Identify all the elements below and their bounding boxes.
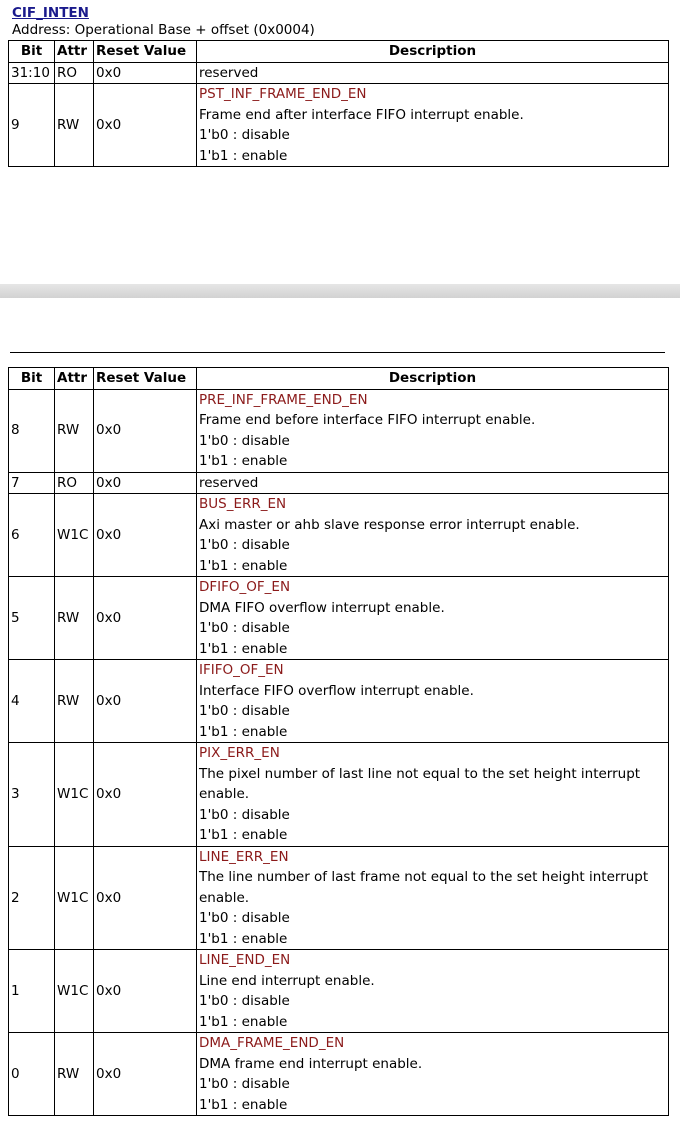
- bit-cell: 1: [9, 950, 55, 1033]
- description-line: 1'b1 : enable: [199, 930, 288, 947]
- attr-cell: W1C: [55, 743, 94, 847]
- table-row: [9, 472, 669, 494]
- description-cell: [197, 660, 669, 743]
- table-row: [9, 846, 669, 950]
- description-line: Line end interrupt enable.: [199, 972, 375, 989]
- description-line: Axi master or ahb slave response error interrupt enable.: [199, 516, 580, 533]
- table-row: [9, 62, 669, 84]
- bit-cell: 6: [9, 494, 55, 577]
- field-name: LINE_ERR_EN: [199, 848, 289, 865]
- description-line: 1'b0 : disable: [199, 432, 290, 449]
- table-row: [9, 389, 669, 472]
- field-name: BUS_ERR_EN: [199, 496, 287, 512]
- page-break-band: [0, 284, 680, 298]
- attr-cell: RW: [55, 84, 94, 167]
- description-cell: [197, 472, 669, 494]
- attr-cell: RO: [55, 62, 94, 84]
- description-line: 1'b1 : enable: [199, 453, 288, 469]
- header-bit: Bit: [9, 41, 55, 63]
- description-line: DMA FIFO overflow interrupt enable.: [199, 599, 445, 616]
- register-table-page1: [8, 40, 669, 167]
- description-line: reserved: [199, 474, 259, 491]
- table-row: [9, 1033, 669, 1116]
- header-attr: Attr: [55, 41, 94, 63]
- table-row: [9, 660, 669, 743]
- description-line: Interface FIFO overflow interrupt enable.: [199, 682, 474, 699]
- page-header-rule: [10, 352, 665, 353]
- reset-value-cell: 0x0: [94, 660, 197, 743]
- description-line: 1'b0 : disable: [199, 703, 290, 719]
- description-line: 1'b1 : enable: [199, 557, 288, 574]
- bit-cell: 0: [9, 1033, 55, 1116]
- bit-cell: 8: [9, 389, 55, 472]
- bit-cell: 31:10: [9, 62, 55, 84]
- reset-value-cell: 0x0: [94, 389, 197, 472]
- description-line: 1'b0 : disable: [199, 806, 290, 823]
- description-cell: [197, 62, 669, 84]
- description-line: 1'b1 : enable: [199, 640, 288, 657]
- field-name: PST_INF_FRAME_END_EN: [199, 86, 367, 102]
- description-line: The line number of last frame not equal to the set height interrupt enable.: [199, 869, 649, 906]
- description-line: 1'b0 : disable: [199, 127, 290, 143]
- description-cell: [197, 389, 669, 472]
- description-line: 1'b0 : disable: [199, 537, 290, 553]
- attr-cell: RW: [55, 577, 94, 660]
- description-cell: [197, 494, 669, 577]
- header-reset-value: Reset Value: [94, 41, 197, 63]
- description-line: reserved: [199, 64, 259, 81]
- register-address: Address: Operational Base + offset (0x0004): [12, 22, 315, 38]
- description-line: 1'b0 : disable: [199, 1076, 290, 1092]
- field-name: IFIFO_OF_EN: [199, 662, 284, 678]
- table-header-row: [9, 368, 669, 390]
- attr-cell: W1C: [55, 846, 94, 950]
- attr-cell: W1C: [55, 950, 94, 1033]
- description-line: 1'b0 : disable: [199, 910, 290, 926]
- bit-cell: 2: [9, 846, 55, 950]
- description-line: 1'b1 : enable: [199, 723, 288, 740]
- reset-value-cell: 0x0: [94, 846, 197, 950]
- attr-cell: RW: [55, 389, 94, 472]
- bit-cell: 4: [9, 660, 55, 743]
- header-description: Description: [197, 41, 669, 63]
- field-name: DMA_FRAME_END_EN: [199, 1035, 345, 1051]
- description-line: 1'b0 : disable: [199, 620, 290, 636]
- reset-value-cell: 0x0: [94, 472, 197, 494]
- description-cell: [197, 846, 669, 950]
- reset-value-cell: 0x0: [94, 577, 197, 660]
- bit-cell: 7: [9, 472, 55, 494]
- bit-cell: 3: [9, 743, 55, 847]
- attr-cell: RO: [55, 472, 94, 494]
- attr-cell: RW: [55, 1033, 94, 1116]
- field-name: DFIFO_OF_EN: [199, 579, 291, 595]
- reset-value-cell: 0x0: [94, 1033, 197, 1116]
- description-line: Frame end after interface FIFO interrupt enable.: [199, 106, 524, 123]
- description-cell: [197, 950, 669, 1033]
- table-row: [9, 84, 669, 167]
- bit-cell: 9: [9, 84, 55, 167]
- description-line: 1'b0 : disable: [199, 993, 290, 1009]
- register-table-page2: [8, 367, 669, 1116]
- field-name: PIX_ERR_EN: [199, 745, 280, 761]
- attr-cell: W1C: [55, 494, 94, 577]
- description-line: Frame end before interface FIFO interrupt enable.: [199, 412, 536, 428]
- description-cell: [197, 577, 669, 660]
- header-attr: Attr: [55, 368, 94, 390]
- attr-cell: RW: [55, 660, 94, 743]
- reset-value-cell: 0x0: [94, 62, 197, 84]
- description-line: DMA frame end interrupt enable.: [199, 1055, 423, 1072]
- reset-value-cell: 0x0: [94, 743, 197, 847]
- reset-value-cell: 0x0: [94, 494, 197, 577]
- table-row: [9, 950, 669, 1033]
- reset-value-cell: 0x0: [94, 84, 197, 167]
- description-line: 1'b1 : enable: [199, 147, 288, 164]
- table-row: [9, 494, 669, 577]
- header-bit: Bit: [9, 368, 55, 390]
- field-name: LINE_END_EN: [199, 952, 291, 968]
- register-name-link[interactable]: CIF_INTEN: [12, 5, 89, 21]
- description-cell: [197, 743, 669, 847]
- table-row: [9, 743, 669, 847]
- description-line: 1'b1 : enable: [199, 1013, 288, 1030]
- description-line: The pixel number of last line not equal to the set height interrupt enable.: [199, 765, 641, 802]
- description-cell: [197, 84, 669, 167]
- description-line: 1'b1 : enable: [199, 1096, 288, 1113]
- description-line: 1'b1 : enable: [199, 827, 288, 843]
- table-row: [9, 577, 669, 660]
- bit-cell: 5: [9, 577, 55, 660]
- description-cell: [197, 1033, 669, 1116]
- header-reset-value: Reset Value: [94, 368, 197, 390]
- header-description: Description: [197, 368, 669, 390]
- table-header-row: [9, 41, 669, 63]
- field-name: PRE_INF_FRAME_END_EN: [199, 391, 368, 408]
- reset-value-cell: 0x0: [94, 950, 197, 1033]
